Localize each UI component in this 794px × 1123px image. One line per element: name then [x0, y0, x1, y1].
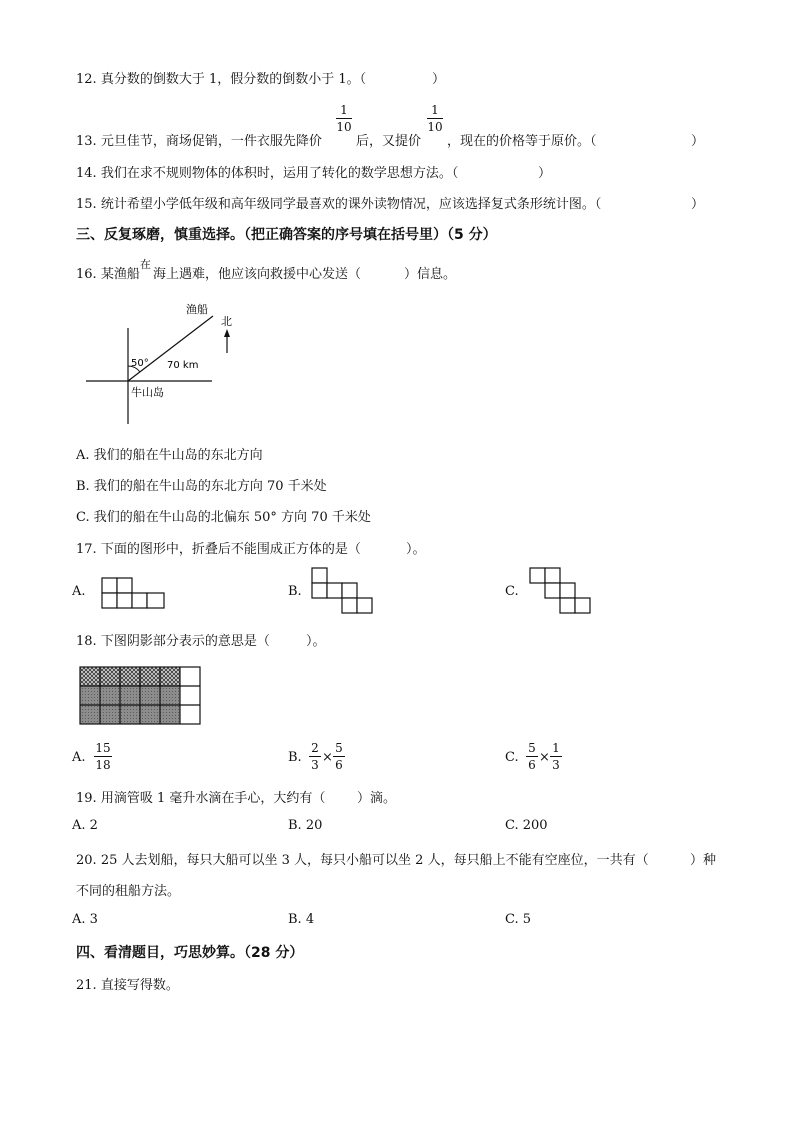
option-b[interactable]: B. 我们的船在牛山岛的东北方向 70 千米处	[76, 479, 327, 494]
question-text: 后，又提价	[356, 134, 422, 149]
question-number: 12.	[76, 72, 97, 87]
question-text: 下面的图形中，折叠后不能围成正方体的是（	[100, 542, 361, 557]
option-b-fraction-1[interactable]: 2 3	[309, 741, 321, 772]
fraction-one-tenth: 1 10	[427, 103, 443, 134]
option-c-label[interactable]: C.	[505, 584, 519, 599]
option-b[interactable]: B. 4	[288, 912, 315, 927]
option-b[interactable]: B. 20	[288, 818, 323, 833]
multiply-sign: ×	[539, 750, 550, 765]
answer-paren-close: ）。	[306, 634, 326, 649]
answer-paren-close: ）	[432, 72, 446, 87]
option-a[interactable]: A. 2	[72, 818, 98, 833]
option-c-fraction-1[interactable]: 5 6	[526, 741, 538, 772]
option-a-label[interactable]: A.	[72, 750, 86, 765]
island-label: 牛山岛	[131, 386, 164, 399]
answer-paren-close: ）滴。	[357, 791, 397, 806]
question-number: 16.	[76, 267, 97, 282]
answer-paren-close: ）	[691, 134, 705, 149]
question-number: 13.	[76, 134, 97, 149]
option-b-fraction-2[interactable]: 5 6	[333, 741, 345, 772]
question-number: 17.	[76, 542, 97, 557]
multiply-sign: ×	[322, 750, 333, 765]
question-text: 元旦佳节，商场促销，一件衣服先降价	[100, 134, 322, 149]
option-a-fraction[interactable]: 15 18	[95, 741, 111, 772]
question-text-continued: 不同的租船方法。	[76, 884, 181, 899]
option-a[interactable]: A. 我们的船在牛山岛的东北方向	[76, 448, 263, 463]
option-c[interactable]: C. 5	[505, 912, 532, 927]
answer-paren-close: ）种	[690, 853, 717, 868]
distance-label: 70 km	[167, 360, 199, 371]
question-text: 海上遇难，他应该向救援中心发送（	[153, 267, 362, 282]
question-19	[76, 787, 325, 806]
section-title: 四、看清题目，巧思妙算。（28 分）	[76, 945, 304, 961]
answer-paren-close: ）。	[406, 542, 426, 557]
option-c[interactable]: C. 我们的船在牛山岛的北偏东 50° 方向 70 千米处	[76, 510, 371, 525]
question-text: 下图阴影部分表示的意思是（	[100, 634, 270, 649]
angle-label: 50°	[131, 358, 149, 369]
question-number: 18.	[76, 634, 97, 649]
option-c-label[interactable]: C.	[505, 750, 519, 765]
question-20	[76, 849, 649, 868]
answer-paren-close: ）	[538, 166, 552, 181]
question-number: 14.	[76, 166, 97, 181]
question-text: 真分数的倒数大于 1，假分数的倒数小于 1。（	[100, 72, 367, 87]
question-text: ）信息。	[404, 267, 457, 282]
question-text: 统计希望小学低年级和高年级同学最喜欢的课外读物情况，应该选择复式条形统计图。（	[100, 197, 602, 212]
question-text: 我们在求不规则物体的体积时，运用了转化的数学思想方法。（	[100, 166, 459, 181]
answer-paren-close: ）	[691, 197, 705, 212]
question-number: 21.	[76, 978, 97, 993]
option-c-fraction-2[interactable]: 1 3	[550, 741, 562, 772]
question-number: 20.	[76, 853, 97, 868]
question-text: ，现在的价格等于原价。（	[447, 134, 597, 149]
question-number: 19.	[76, 791, 97, 806]
section-title: 三、反复琢磨，慎重选择。（把正确答案的序号填在括号里）（5 分）	[76, 227, 497, 243]
option-a[interactable]: A. 3	[72, 912, 98, 927]
question-21	[76, 974, 179, 993]
option-b-label[interactable]: B.	[288, 750, 302, 765]
question-text-raised: 在	[140, 258, 151, 271]
question-number: 15.	[76, 197, 97, 212]
fraction-one-tenth: 1 10	[336, 103, 352, 134]
option-c[interactable]: C. 200	[505, 818, 548, 833]
option-b-label[interactable]: B.	[288, 584, 302, 599]
boat-label: 渔船	[186, 303, 208, 316]
question-text: 25 人去划船，每只大船可以坐 3 人，每只小船可以坐 2 人，每只船上不能有空座位，一共有（	[100, 853, 649, 868]
question-text: 用滴管吸 1 毫升水滴在手心，大约有（	[100, 791, 326, 806]
option-a-label[interactable]: A.	[72, 584, 86, 599]
question-text: 直接写得数。	[100, 978, 179, 993]
question-text: 某渔船	[100, 267, 140, 282]
north-label: 北	[221, 315, 232, 328]
